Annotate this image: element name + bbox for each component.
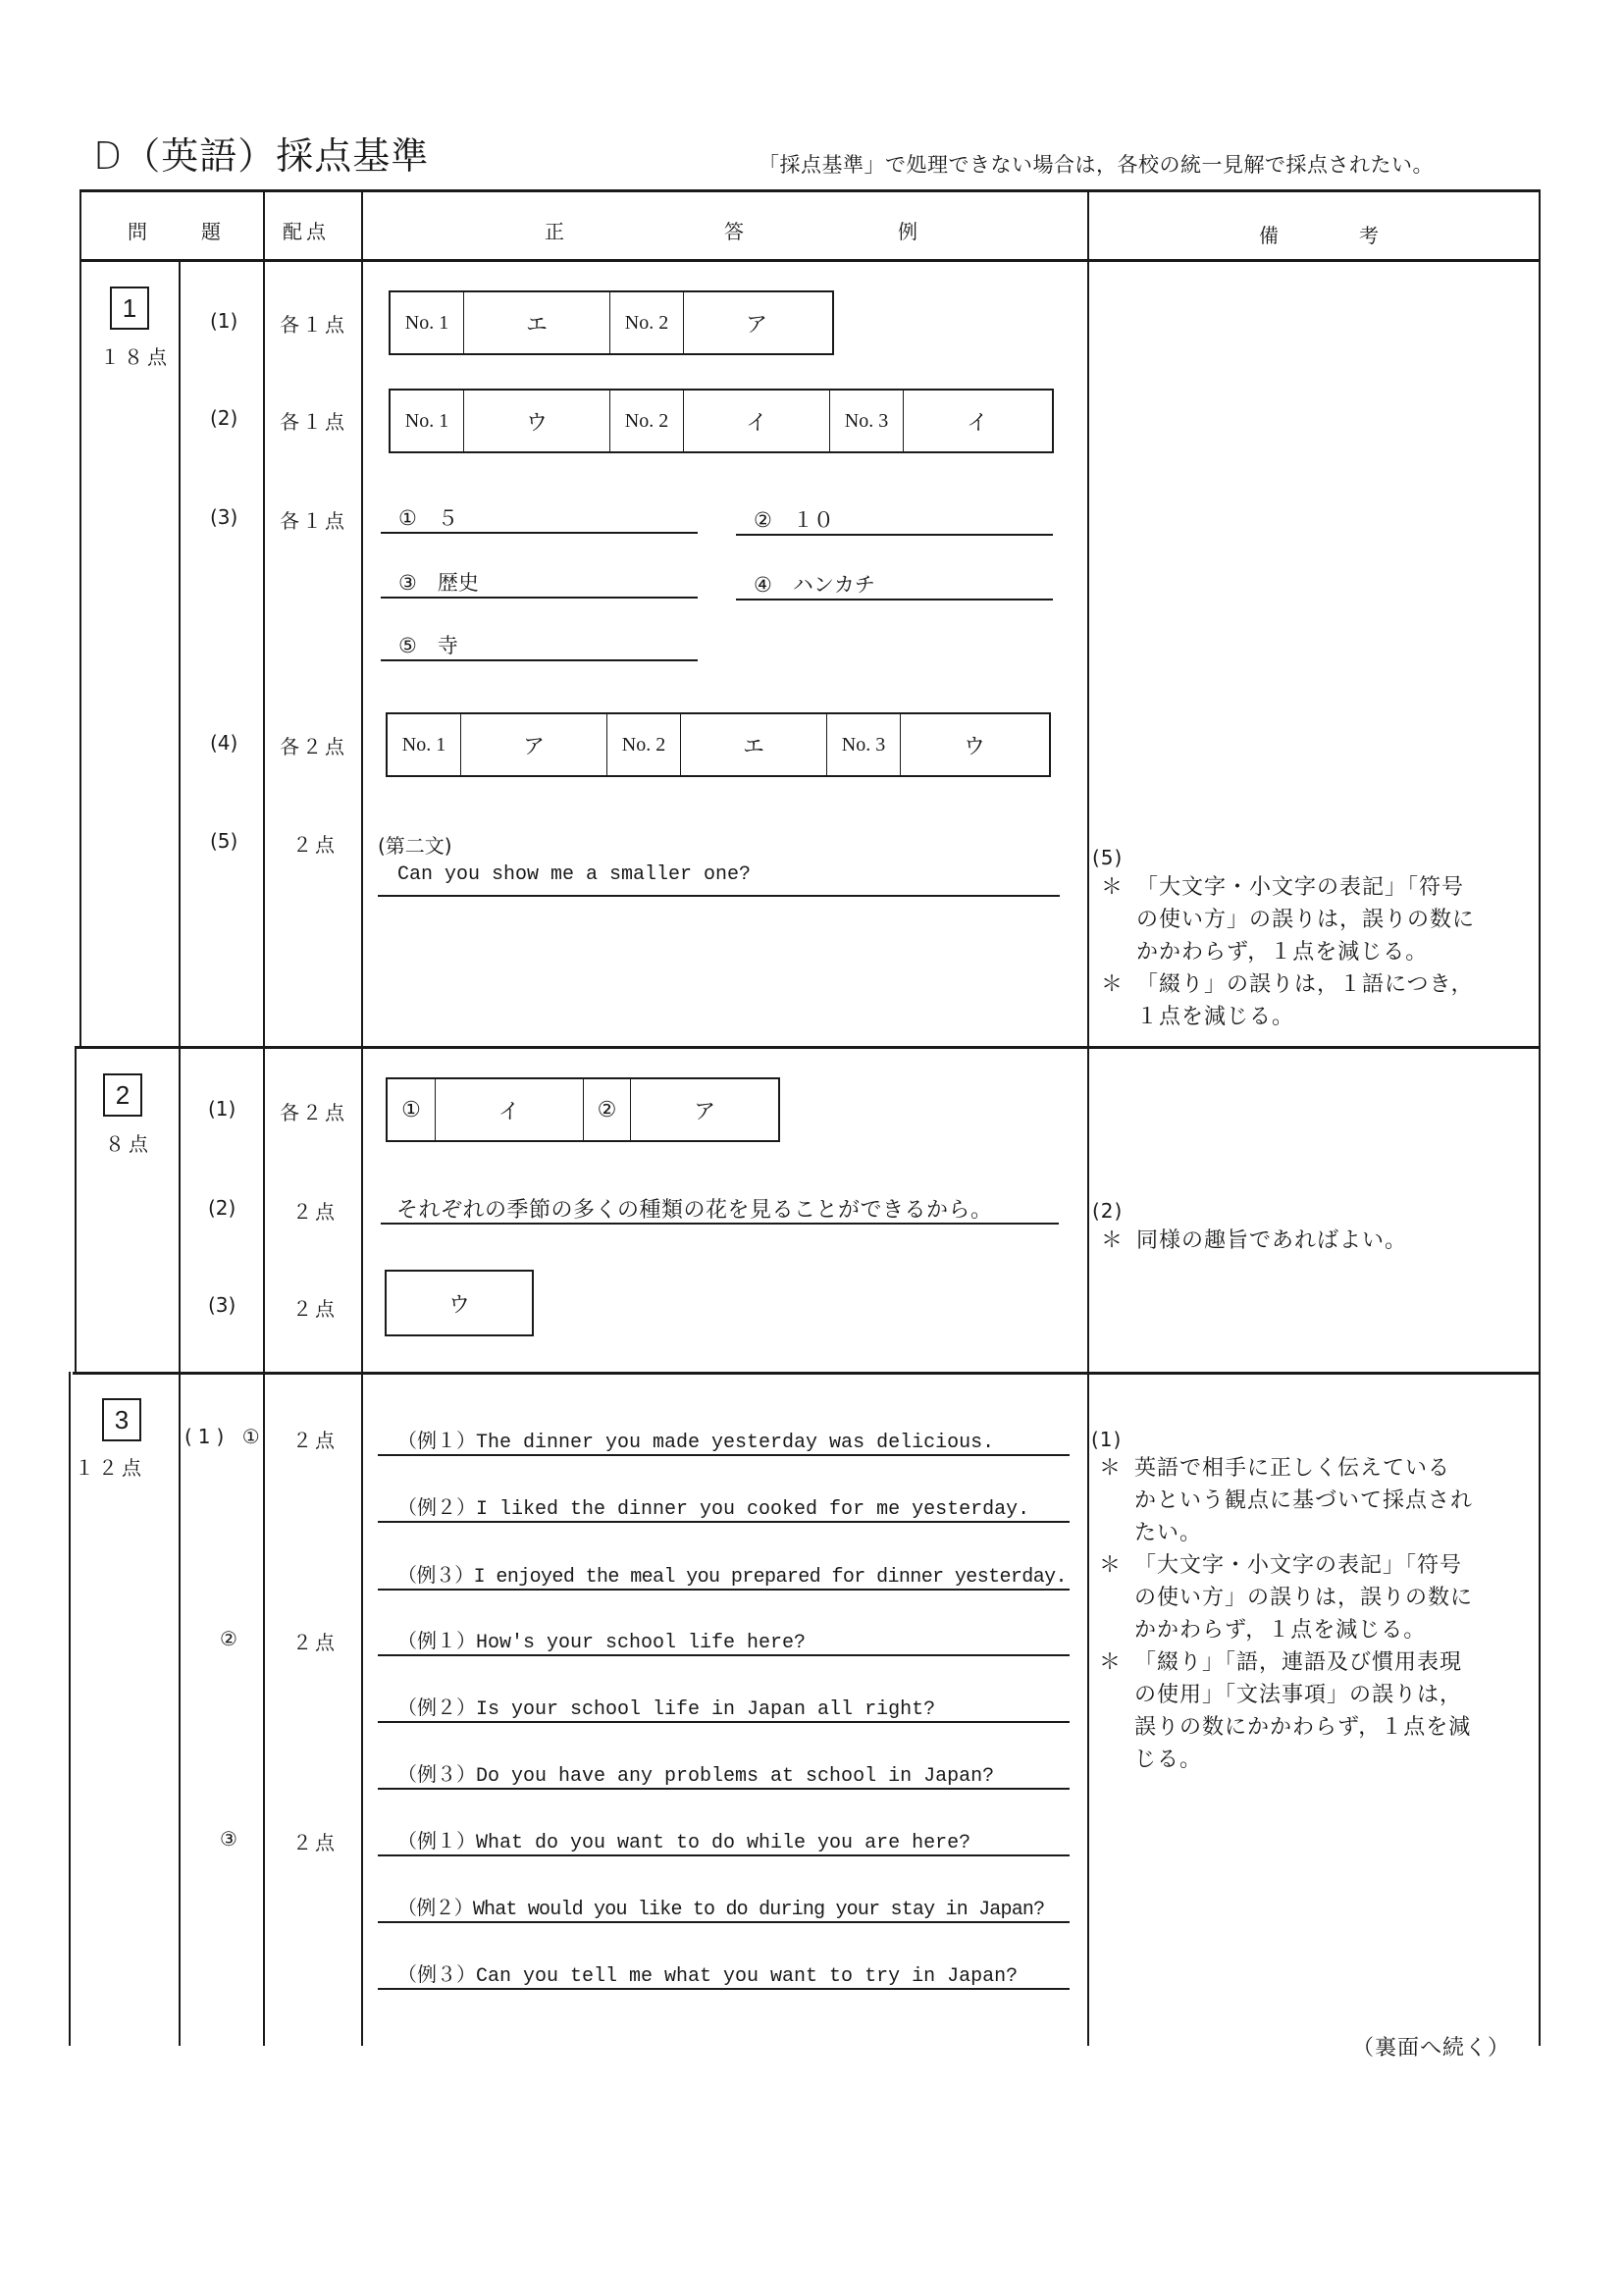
box-label: No. 2	[610, 292, 684, 353]
q3-1-3-example-3: （例３）Can you tell me what you want to try in Japan?	[378, 1958, 1070, 1990]
box-label: No. 1	[388, 714, 461, 775]
q3-1-2-example-3: （例３）Do you have any problems at school in Japan?	[378, 1758, 1070, 1790]
q2-3-answer-box	[385, 1270, 534, 1336]
section-1-remarks-label: (5)	[1092, 846, 1124, 869]
q1-3-answer-2: ② １０	[736, 504, 1053, 536]
box-label: No. 2	[610, 391, 684, 451]
q3-1-1-example-1: （例１）The dinner you made yesterday was delicious.	[378, 1425, 1070, 1456]
section-1-total: １８点	[100, 345, 171, 369]
q3-1-1-points: ２点	[292, 1429, 338, 1452]
q3-1-2-points: ２点	[292, 1631, 338, 1654]
box-label: No. 1	[391, 391, 464, 451]
section-1-divider	[75, 1046, 1541, 1049]
box-answer: ウ	[447, 1292, 470, 1318]
q1-4-answer-boxes	[386, 712, 1051, 777]
q1-5-answer: Can you show me a smaller one?	[378, 863, 1060, 897]
col-left-border	[79, 189, 81, 1048]
header-question-1: 問	[128, 220, 147, 243]
q3-1-1-label: (1) ①	[184, 1425, 266, 1448]
continue-note: （裏面へ続く）	[1352, 2036, 1511, 2061]
q1-3-answer-3: ③ 歴史	[381, 567, 698, 599]
q3-1-1-example-2: （例２）I liked the dinner you cooked for me yesterday.	[378, 1491, 1070, 1523]
q2-3-label: (3)	[208, 1293, 236, 1317]
section-2-divider	[73, 1372, 1541, 1375]
page-title: D（英語）採点基準	[93, 134, 430, 178]
q3-1-2-label: ②	[220, 1627, 237, 1650]
col-points-divider	[263, 189, 265, 2046]
q2-2-points: ２点	[292, 1200, 338, 1224]
asterisk-icon: ＊	[1099, 1650, 1123, 1675]
section-2-remarks-label: (2)	[1092, 1199, 1124, 1223]
box-label: No. 3	[827, 714, 901, 775]
section-2-total: ８点	[105, 1132, 152, 1156]
col-right-border	[1539, 189, 1541, 2046]
header-divider	[80, 259, 1541, 262]
q1-3-label: (3)	[210, 505, 238, 529]
section-3-number: 3	[102, 1398, 141, 1441]
q2-2-label: (2)	[208, 1196, 236, 1220]
col-sub-divider	[179, 259, 181, 2046]
q1-5-prefix: (第二文)	[378, 834, 452, 858]
q1-4-points: 各２点	[280, 735, 347, 758]
box-label: ①	[388, 1079, 436, 1140]
q1-5-label: (5)	[210, 829, 238, 853]
header-answer-3: 例	[898, 220, 917, 243]
box-label: No. 3	[830, 391, 904, 451]
box-answer: ア	[694, 1099, 716, 1124]
section-2-remarks: ＊ 同様の趣旨であればよい。	[1101, 1225, 1533, 1257]
q1-3-points: 各１点	[280, 509, 347, 533]
col-left-border-2	[75, 1046, 77, 1374]
box-answer: イ	[436, 1079, 584, 1140]
q3-1-3-example-2: （例２）What would you like to do during your stay in Japan?	[378, 1892, 1070, 1923]
q1-2-answer-boxes	[389, 389, 1054, 453]
box-label: No. 1	[391, 292, 464, 353]
q1-1-answer-boxes	[389, 290, 834, 355]
q1-3-answer-5: ⑤ 寺	[381, 630, 698, 661]
box-answer: ア	[745, 312, 767, 338]
col-remarks-divider	[1087, 189, 1089, 2046]
q1-5-points: ２点	[292, 833, 338, 857]
col-answer-divider	[361, 189, 363, 2046]
q2-1-label: (1)	[208, 1097, 236, 1121]
asterisk-icon: ＊	[1101, 972, 1125, 997]
q1-3-answer-4: ④ ハンカチ	[736, 569, 1053, 600]
q1-1-points: 各１点	[280, 313, 347, 337]
asterisk-icon: ＊	[1101, 875, 1125, 900]
q1-2-points: 各１点	[280, 410, 347, 434]
box-answer: エ	[681, 714, 827, 775]
section-1-number: 1	[110, 287, 149, 330]
col-left-border-3	[69, 1372, 71, 2046]
q2-1-points: 各２点	[280, 1101, 347, 1124]
asterisk-icon: ＊	[1101, 1228, 1125, 1253]
box-answer: ア	[461, 714, 607, 775]
q2-2-answer: それぞれの季節の多くの種類の花を見ることができるから。	[381, 1193, 1059, 1225]
box-answer: ウ	[464, 391, 610, 451]
q3-1-2-example-1: （例１）How's your school life here?	[378, 1625, 1070, 1656]
q2-1-answer-boxes	[386, 1077, 780, 1142]
q3-1-3-example-1: （例１）What do you want to do while you are here?	[378, 1825, 1070, 1856]
header-question-2: 題	[201, 220, 221, 243]
box-label: ②	[584, 1079, 632, 1140]
box-label: No. 2	[607, 714, 681, 775]
section-2-number: 2	[103, 1073, 142, 1117]
q1-2-label: (2)	[210, 406, 238, 430]
q1-1-label: (1)	[210, 309, 238, 333]
table-top-border	[80, 189, 1541, 192]
section-3-total: １２点	[75, 1456, 145, 1480]
section-3-remarks: ＊ 英語で相手に正しく伝えている かという観点に基づいて採点され たい。 ＊ 「大文字・小文字の表記」「符号 の使い方」の誤りは，誤りの数に かかわらず，１点を減じる。 ＊ 「綴り」「語，連語及び慣用表現 の使用」「文法事項」の誤りは， 誤りの数にかかわらず，１点を減 じる。	[1099, 1452, 1531, 1776]
q1-3-answer-1: ① ５	[381, 502, 698, 534]
q2-3-points: ２点	[292, 1297, 338, 1321]
header-answer-2: 答	[724, 220, 744, 243]
scoring-note: 「採点基準」で処理できない場合は，各校の統一見解で採点されたい。	[759, 153, 1434, 177]
q3-1-3-label: ③	[220, 1827, 237, 1851]
header-remarks-2: 考	[1359, 224, 1379, 247]
box-answer: イ	[966, 410, 988, 436]
asterisk-icon: ＊	[1099, 1456, 1123, 1481]
box-answer: ウ	[963, 734, 985, 759]
header-remarks-1: 備	[1259, 224, 1279, 247]
box-answer: エ	[464, 292, 610, 353]
section-3-remarks-label: (1)	[1091, 1428, 1123, 1451]
q3-1-1-example-3: （例３）I enjoyed the meal you prepared for dinner yesterday.	[378, 1559, 1070, 1591]
asterisk-icon: ＊	[1099, 1553, 1123, 1578]
header-answer-1: 正	[545, 220, 564, 243]
box-answer: イ	[684, 391, 830, 451]
q1-4-label: (4)	[210, 731, 238, 755]
section-1-remarks: ＊ 「大文字・小文字の表記」「符号 の使い方」の誤りは，誤りの数に かかわらず，１点を減じる。 ＊ 「綴り」の誤りは，１語につき， １点を減じる。	[1101, 871, 1533, 1033]
q3-1-2-example-2: （例２）Is your school life in Japan all right?	[378, 1692, 1070, 1723]
q3-1-3-points: ２点	[292, 1831, 338, 1854]
header-points: 配点	[283, 220, 330, 243]
